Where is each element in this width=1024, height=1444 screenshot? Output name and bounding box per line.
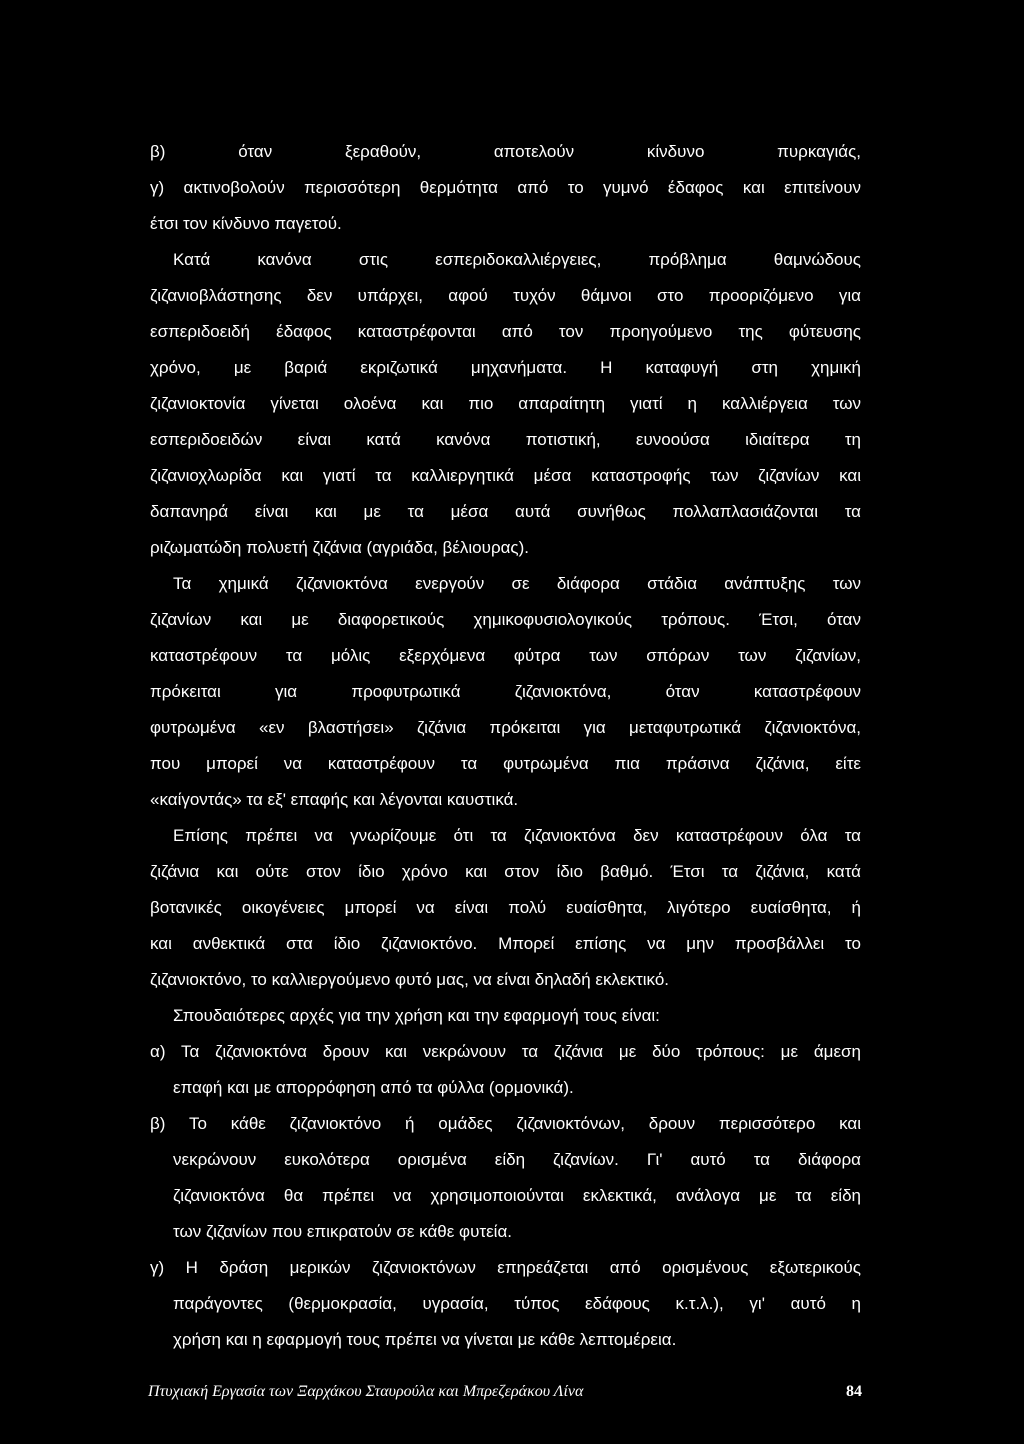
- text-line: φυτρωμένα «εν βλαστήσει» ζιζάνια πρόκειται για μεταφυτρωτικά ζιζανιοκτόνα,: [150, 718, 861, 737]
- text-line: έτσι τον κίνδυνο παγετού.: [150, 214, 342, 233]
- text-line: ζιζανιοβλάστησης δεν υπάρχει, αφού τυχόν θάμνοι στο προοριζόμενο για: [150, 286, 861, 305]
- text-line: χρόνο, με βαριά εκριζωτικά μηχανήματα. Η καταφυγή στη χημική: [150, 358, 861, 377]
- text-line: καταστρέφουν τα μόλις εξερχόμενα φύτρα των σπόρων των ζιζανίων,: [150, 646, 861, 665]
- paragraph-start-line: Επίσης πρέπει να γνωρίζουμε ότι τα ζιζανιοκτόνα δεν καταστρέφουν όλα τα: [173, 826, 861, 845]
- list-item-b-line: ζιζανιοκτόνα θα πρέπει να χρησιμοποιούνται εκλεκτικά, ανάλογα με τα είδη: [173, 1186, 861, 1205]
- text-line: εσπεριδοειδών είναι κατά κανόνα ποτιστική, ευνοούσα ιδιαίτερα τη: [150, 430, 861, 449]
- text-line: ζιζανίων και με διαφορετικούς χημικοφυσιολογικούς τρόπους. Έτσι, όταν: [150, 610, 861, 629]
- paragraph-start-line: Τα χημικά ζιζανιοκτόνα ενεργούν σε διάφορα στάδια ανάπτυξης των: [173, 574, 861, 593]
- page-footer: [148, 1383, 862, 1405]
- text-line: ζιζανιοκτονία γίνεται ολοένα και πιο απαραίτητη γιατί η καλλιέργεια των: [150, 394, 861, 413]
- text-line: ζιζανιοκτόνο, το καλλιεργούμενο φυτό μας, να είναι δηλαδή εκλεκτικό.: [150, 970, 670, 989]
- list-item-c-line: χρήση και η εφαρμογή τους πρέπει να γίνεται με κάθε λεπτομέρεια.: [173, 1330, 677, 1349]
- text-line: και ανθεκτικά στα ίδιο ζιζανιοκτόνο. Μπορεί επίσης να μην προσβάλλει το: [150, 934, 861, 953]
- text-line: ζιζανιοχλωρίδα και γιατί τα καλλιεργητικά μέσα καταστροφής των ζιζανίων και: [150, 466, 861, 485]
- text-line: γ) ακτινοβολούν περισσότερη θερμότητα από το γυμνό έδαφος και επιτείνουν: [150, 178, 861, 197]
- list-item-a-line: α) Τα ζιζανιοκτόνα δρουν και νεκρώνουν τα ζιζάνια με δύο τρόπους: με άμεση: [150, 1042, 861, 1061]
- text-line: ζιζάνια και ούτε στον ίδιο χρόνο και στον ίδιο βαθμό. Έτσι τα ζιζάνια, κατά: [150, 862, 861, 881]
- text-line: δαπανηρά είναι και με τα μέσα αυτά συνήθως πολλαπλασιάζονται τα: [150, 502, 861, 521]
- paragraph-start-line: Σπουδαιότερες αρχές για την χρήση και την εφαρμογή τους είναι:: [173, 1006, 660, 1025]
- list-item-b-line: νεκρώνουν ευκολότερα ορισμένα είδη ζιζανίων. Γι' αυτό τα διάφορα: [173, 1150, 861, 1169]
- text-line: βοτανικές οικογένειες μπορεί να είναι πολύ ευαίσθητα, λιγότερο ευαίσθητα, ή: [150, 898, 861, 917]
- page-number: 84: [846, 1383, 862, 1400]
- footer-title: Πτυχιακή Εργασία των Ξαρχάκου Σταυρούλα και Μπρεζεράκου Λίνα: [148, 1383, 584, 1400]
- list-item-c-line: γ) Η δράση μερικών ζιζανιοκτόνων επηρεάζεται από ορισμένους εξωτερικούς: [150, 1258, 861, 1277]
- paragraph-start-line: Κατά κανόνα στις εσπεριδοκαλλιέργειες, πρόβλημα θαμνώδους: [173, 250, 861, 269]
- list-item-a-line: επαφή και με απορρόφηση από τα φύλλα (ορμονικά).: [173, 1078, 574, 1097]
- text-line: που μπορεί να καταστρέφουν τα φυτρωμένα πια πράσινα ζιζάνια, είτε: [150, 754, 861, 773]
- list-item-b-line: β) Το κάθε ζιζανιοκτόνο ή ομάδες ζιζανιοκτόνων, δρουν περισσότερο και: [150, 1114, 861, 1133]
- text-line: ριζωματώδη πολυετή ζιζάνια (αγριάδα, βέλιουρας).: [150, 538, 530, 557]
- list-item-b-line: των ζιζανίων που επικρατούν σε κάθε φυτεία.: [173, 1222, 513, 1241]
- list-item-c-line: παράγοντες (θερμοκρασία, υγρασία, τύπος εδάφους κ.τ.λ.), γι' αυτό η: [173, 1294, 861, 1313]
- text-line: β) όταν ξεραθούν, αποτελούν κίνδυνο πυρκαγιάς,: [150, 142, 861, 161]
- text-line: εσπεριδοειδή έδαφος καταστρέφονται από τον προηγούμενο της φύτευσης: [150, 322, 861, 341]
- text-line: «καίγοντάς» τα εξ' επαφής και λέγονται καυστικά.: [150, 790, 519, 809]
- text-line: πρόκειται για προφυτρωτικά ζιζανιοκτόνα, όταν καταστρέφουν: [150, 682, 861, 701]
